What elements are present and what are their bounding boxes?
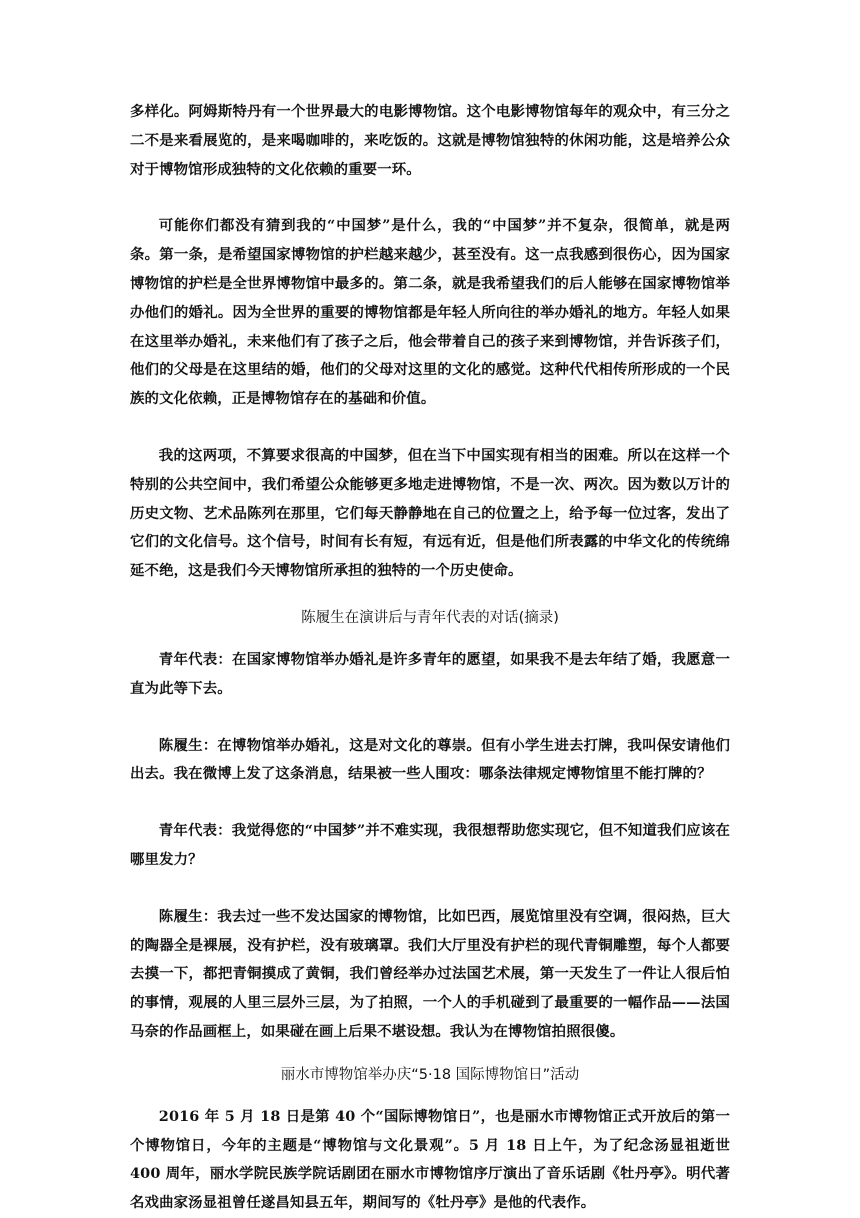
section-heading-dialogue: 陈履生在演讲后与青年代表的对话(摘录) (301, 609, 559, 626)
document-page (130, 98, 730, 1218)
paragraph-lishui-museum: 2016 年 5 月 18 日是第 40 个“国际博物馆日”，也是丽水市博物馆正式开放后的第一个博物馆日，今年的主题是“博物馆与文化景观”。5 月 18 日上午，为了纪念汤显祖逝世 400 周年，丽水学院民族学院话剧团在丽水市博物馆序厅演出了音乐话剧《牡丹亭》。明代著名戏曲家汤显祖曾任遂昌知县五年，期间写的《牡丹亭》是他的代表作。 (130, 1107, 730, 1212)
paragraph-museum-leisure: 多样化。阿姆斯特丹有一个世界最大的电影博物馆。这个电影博物馆每年的观众中，有三分之二不是来看展览的，是来喝咖啡的，来吃饭的。这就是博物馆独特的休闲功能，这是培养公众对于博物馆形成独特的文化依赖的重要一环。 (130, 103, 730, 178)
paragraph-gap (130, 789, 730, 817)
section-heading-museum-day: 丽水市博物馆举办庆“5·18 国际博物馆日”活动 (280, 1066, 580, 1083)
paragraph-china-dream: 可能你们都没有猜到我的“中国梦”是什么，我的“中国梦”并不复杂，很简单，就是两条。第一条，是希望国家博物馆的护栏越来越少，甚至没有。这一点我感到很伤心，因为国家博物馆的护栏是全世界博物馆中最多的。第二条，就是我希望我们的后人能够在国家博物馆举办他们的婚礼。因为全世界的重要的博物馆都是年轻人所向往的举办婚礼的地方。年轻人如果在这里举办婚礼，未来他们有了孩子之后，他会带着自己的孩子来到博物馆，并告诉孩子们，他们的父母是在这里结的婚，他们的父母对这里的文化的感觉。这种代代相传所形成的一个民族的文化依赖，正是博物馆存在的基础和价值。 (130, 217, 730, 408)
paragraph-gap (130, 875, 730, 903)
paragraph-gap (130, 184, 730, 212)
paragraph-public-space: 我的这两项，不算要求很高的中国梦，但在当下中国实现有相当的困难。所以在这样一个特别的公共空间中，我们希望公众能够更多地走进博物馆，不是一次、两次。因为数以万计的历史文物、艺术品陈列在那里，它们每天静静地在自己的位置之上，给予每一位过客，发出了它们的文化信号。这个信号，时间有长有短，有远有近，但是他们所表露的中华文化的传统绵延不绝，这是我们今天博物馆所承担的独特的一个历史使命。 (130, 446, 730, 580)
dialogue-chen-2: 陈履生：我去过一些不发达国家的博物馆，比如巴西，展览馆里没有空调，很闷热，巨大的陶器全是裸展，没有护栏，没有玻璃罩。我们大厅里没有护栏的现代青铜雕塑，每个人都要去摸一下，都把青铜摸成了黄铜，我们曾经举办过法国艺术展，第一天发生了一件让人很后怕的事情，观展的人里三层外三层，为了拍照，一个人的手机碰到了最重要的一幅作品——法国马奈的作品画框上，如果碰在画上后果不堪设想。我认为在博物馆拍照很傻。 (130, 907, 730, 1040)
paragraph-gap (130, 1089, 730, 1103)
paragraph-gap (130, 586, 730, 604)
paragraph-gap (130, 704, 730, 732)
dialogue-chen-1: 陈履生：在博物馆举办婚礼，这是对文化的尊崇。但有小学生进去打牌，我叫保安请他们出去。我在微博上发了这条消息，结果被一些人围攻：哪条法律规定博物馆里不能打牌的？ (130, 736, 730, 783)
paragraph-gap (130, 632, 730, 646)
paragraph-gap (130, 1047, 730, 1061)
paragraph-gap (130, 414, 730, 442)
dialogue-youth-1: 青年代表：在国家博物馆举办婚礼是许多青年的愿望，如果我不是去年结了婚，我愿意一直为此等下去。 (130, 650, 730, 697)
dialogue-youth-2: 青年代表：我觉得您的“中国梦”并不难实现，我很想帮助您实现它，但不知道我们应该在哪里发力？ (130, 822, 730, 868)
